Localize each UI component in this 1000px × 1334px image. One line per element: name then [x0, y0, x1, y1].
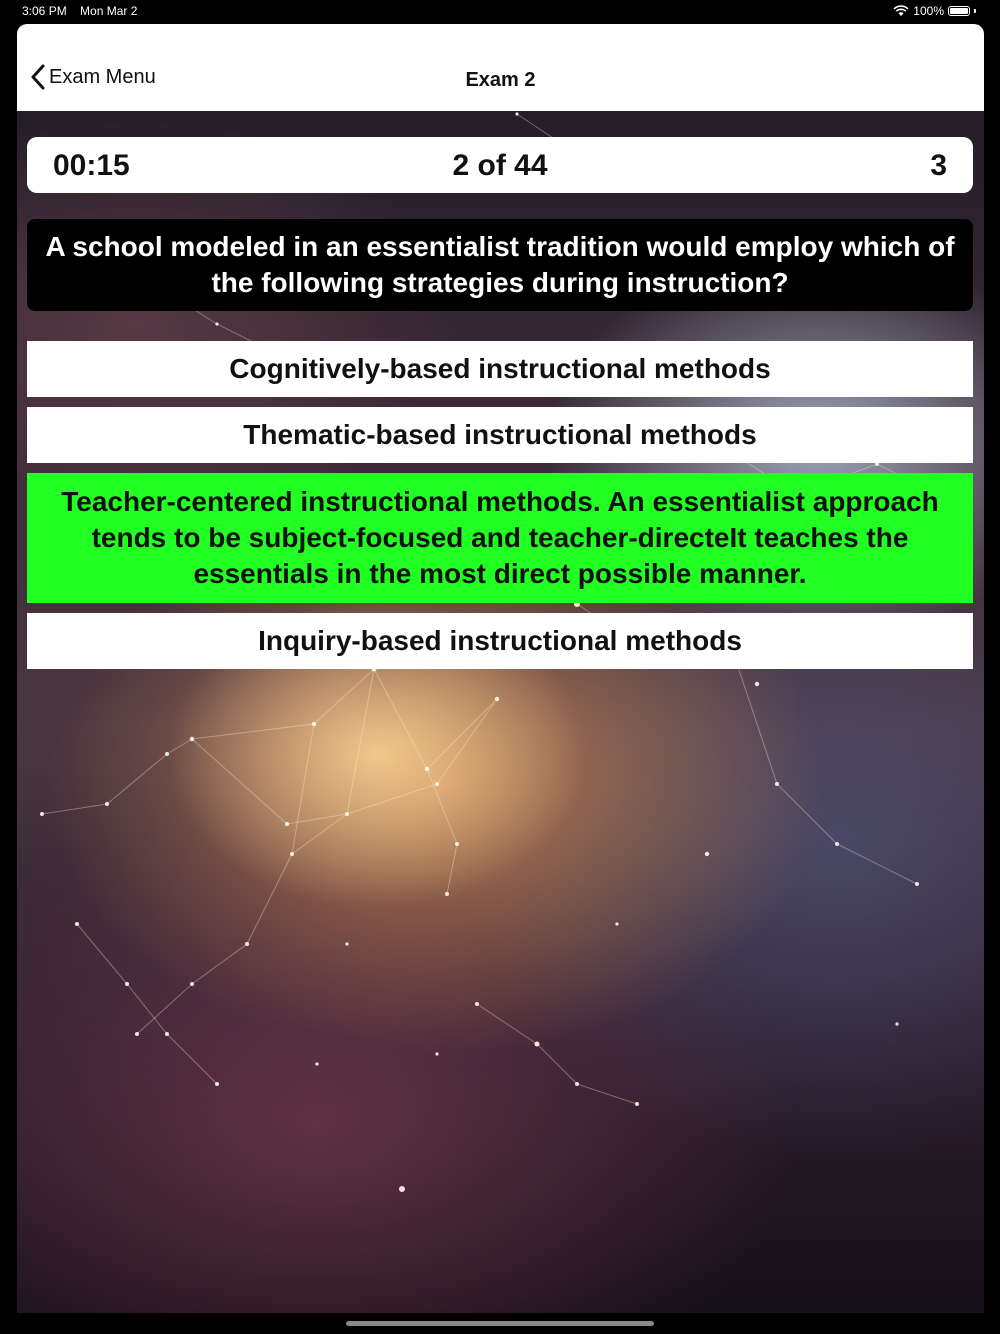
status-right: [893, 4, 976, 18]
status-date: Mon Mar 2: [80, 4, 138, 18]
back-button-label: Exam Menu: [49, 65, 156, 88]
answer-option-2[interactable]: Thematic-based instructional methods: [27, 407, 973, 463]
app-window: [17, 24, 984, 1313]
battery-icon: [948, 6, 970, 16]
question-progress: 2 of 44: [452, 149, 548, 182]
battery-tip: [974, 9, 976, 13]
navigation-bar: [17, 24, 984, 111]
exam-info-bar: [27, 137, 973, 193]
battery-percent: 100%: [913, 4, 944, 18]
answer-option-1[interactable]: Cognitively-based instructional methods: [27, 341, 973, 397]
home-indicator[interactable]: [346, 1321, 654, 1326]
page-title: Exam 2: [465, 69, 536, 91]
question-text: A school modeled in an essentialist tradition would employ which of the following strategies during instruction?: [27, 219, 973, 311]
status-bar: [0, 0, 1000, 22]
status-time: 3:06 PM: [22, 4, 67, 18]
timer: 00:15: [53, 149, 130, 182]
status-time-date: [22, 4, 137, 18]
answer-option-3-correct[interactable]: Teacher-centered instructional methods. An essentialist approach tends to be subject-focused and teacher-directeIt teaches the essentials in the most direct possible manner.: [27, 473, 973, 603]
score: 3: [930, 149, 947, 182]
wifi-icon: [893, 5, 909, 17]
answer-option-4[interactable]: Inquiry-based instructional methods: [27, 613, 973, 669]
